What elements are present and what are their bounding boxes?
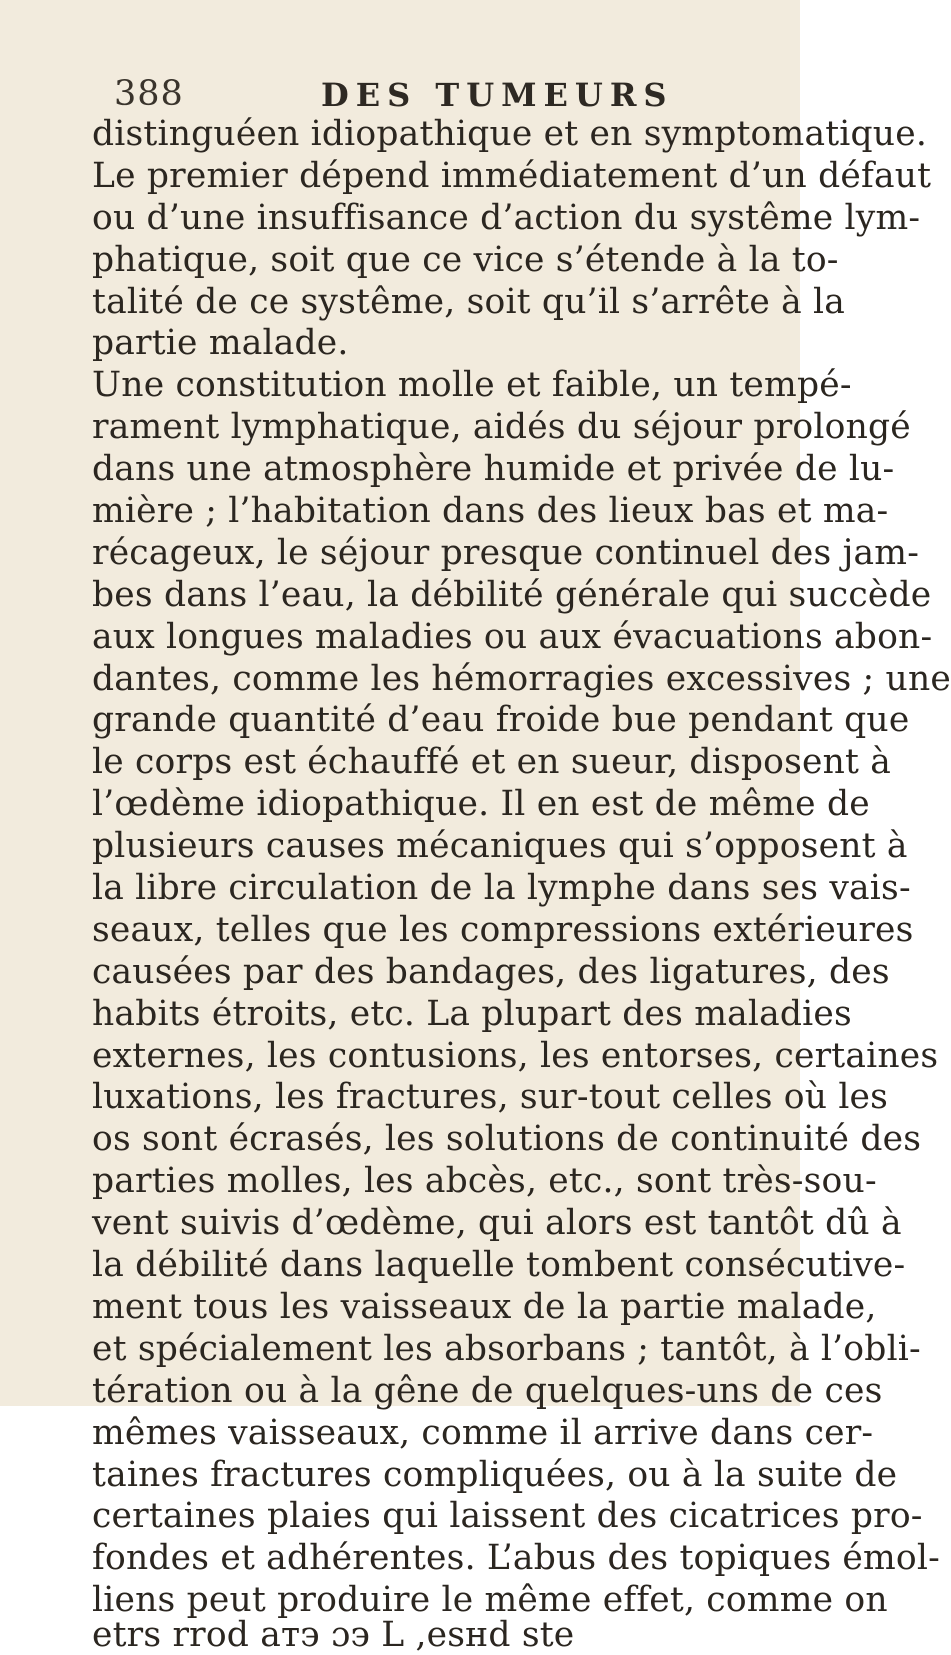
text-line: causées par des bandages, des ligatures, des	[92, 951, 890, 992]
text-line: grande quantité d’eau froide bue pendant que	[92, 700, 910, 741]
running-head: DES TUMEURS	[321, 76, 674, 114]
text-line: fondes et adhérentes. L’abus des topiques émol-	[92, 1538, 940, 1579]
text-line: récageux, le séjour presque continuel des jam-	[92, 532, 920, 573]
text-line: dans une atmosphère humide et privée de lu-	[92, 449, 895, 490]
text-line: distinguéen idiopathique et en symptomatique.	[92, 114, 927, 154]
text-line: Le premier dépend immédiatement d’un défaut	[92, 155, 932, 196]
page-number: 388	[114, 74, 184, 114]
text-line: certaines plaies qui laissent des cicatrices pro-	[92, 1496, 923, 1537]
body-text	[92, 114, 951, 1655]
text-line: Une constitution molle et faible, un tempé-	[92, 365, 852, 406]
bleed-through-line: etrs rrod aтэ ɔэ L ,esнd ste	[92, 1615, 575, 1655]
text-line: ou d’une insuffisance d’action du systême lym-	[92, 197, 921, 238]
text-line: et spécialement les absorbans ; tantôt, à l’obli-	[92, 1328, 921, 1369]
text-line: seaux, telles que les compressions extérieures	[92, 909, 914, 950]
text-line: vent suivis d’œdème, qui alors est tantôt dû à	[92, 1203, 902, 1244]
text-line: partie malade.	[92, 323, 349, 364]
text-line: l’œdème idiopathique. Il en est de même de	[92, 784, 870, 825]
text-line: habits étroits, etc. La plupart des maladies	[92, 993, 852, 1034]
text-line: dantes, comme les hémorragies excessives ; une	[92, 658, 951, 699]
text-line: bes dans l’eau, la débilité générale qui succède	[92, 574, 932, 615]
text-line: la libre circulation de la lymphe dans ses vais-	[92, 868, 911, 909]
text-line: luxations, les fractures, sur-tout celles où les	[92, 1077, 889, 1118]
text-line: externes, les contusions, les entorses, certaines	[92, 1035, 939, 1076]
text-line: aux longues maladies ou aux évacuations abon-	[92, 616, 933, 657]
text-line: rament lymphatique, aidés du séjour prolongé	[92, 407, 911, 448]
text-line: la débilité dans laquelle tombent consécutive-	[92, 1245, 906, 1286]
text-line: os sont écrasés, les solutions de continuité des	[92, 1119, 922, 1160]
text-line: taines fractures compliquées, ou à la suite de	[92, 1454, 898, 1495]
text-line: mêmes vaisseaux, comme il arrive dans cer-	[92, 1412, 874, 1453]
text-line: ment tous les vaisseaux de la partie malade,	[92, 1286, 877, 1327]
text-line: phatique, soit que ce vice s’étende à la to-	[92, 239, 839, 280]
text-line: le corps est échauffé et en sueur, disposent à	[92, 742, 892, 783]
text-line: plusieurs causes mécaniques qui s’opposent à	[92, 826, 908, 867]
text-line: mière ; l’habitation dans des lieux bas et ma-	[92, 491, 889, 532]
text-line: parties molles, les abcès, etc., sont très-sou-	[92, 1161, 877, 1202]
text-line: liens peut produire le même effet, comme on	[92, 1580, 888, 1621]
text-line: tération ou à la gêne de quelques-uns de ces	[92, 1370, 883, 1411]
text-line: talité de ce systême, soit qu’il s’arrête à la	[92, 281, 846, 322]
